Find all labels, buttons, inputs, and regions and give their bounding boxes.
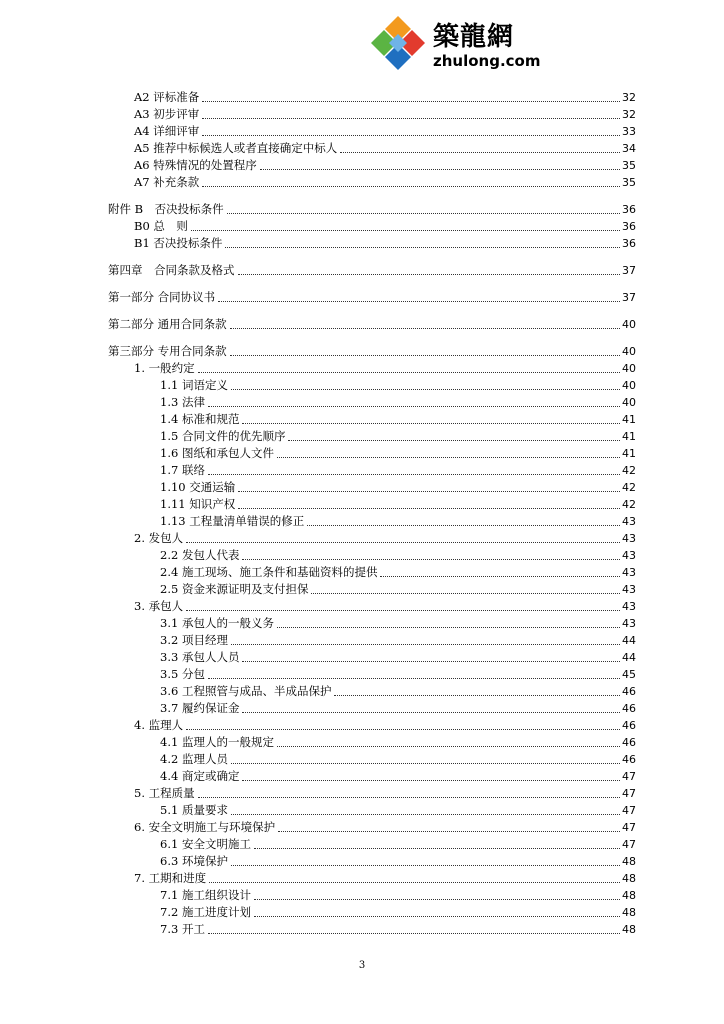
toc-entry-page: 46 xyxy=(622,685,636,698)
toc-entry-page: 48 xyxy=(622,872,636,885)
toc-leader-dots xyxy=(340,152,620,153)
toc-entry-label: A7 补充条款 xyxy=(134,175,200,189)
toc-entry-label: 4.2 监理人员 xyxy=(160,752,228,766)
toc-entry-page: 34 xyxy=(622,142,636,155)
toc-entry-label: 第一部分 合同协议书 xyxy=(108,290,216,304)
toc-entry-label: A3 初步评审 xyxy=(134,107,200,121)
toc-entry-page: 47 xyxy=(622,821,636,834)
toc-entry[interactable] xyxy=(134,218,636,235)
toc-entry-label: 附件 B 否决投标条件 xyxy=(108,202,224,216)
toc-entry-page: 36 xyxy=(622,203,636,216)
toc-entry-label: A2 评标准备 xyxy=(134,90,200,104)
toc-entry-label: 3. 承包人 xyxy=(134,599,184,613)
toc-entry[interactable] xyxy=(134,360,636,377)
toc-entry[interactable] xyxy=(160,479,636,496)
toc-entry-page: 32 xyxy=(622,91,636,104)
toc-leader-dots xyxy=(242,423,620,424)
toc-entry[interactable] xyxy=(160,564,636,581)
toc-entry-page: 47 xyxy=(622,804,636,817)
toc-entry-page: 42 xyxy=(622,498,636,511)
logo-chinese-text: 築龍網 xyxy=(433,22,515,52)
toc-entry-label: 1.10 交通运输 xyxy=(160,480,236,494)
toc-entry[interactable] xyxy=(160,445,636,462)
toc-leader-dots xyxy=(277,627,620,628)
toc-entry-page: 41 xyxy=(622,413,636,426)
toc-entry-label: 3.6 工程照管与成品、半成品保护 xyxy=(160,684,332,698)
toc-entry[interactable] xyxy=(160,700,636,717)
toc-leader-dots xyxy=(227,213,620,214)
toc-entry-page: 47 xyxy=(622,838,636,851)
toc-entry-page: 46 xyxy=(622,753,636,766)
toc-entry[interactable] xyxy=(160,394,636,411)
toc-leader-dots xyxy=(191,230,620,231)
toc-entry-label: 1.1 词语定义 xyxy=(160,378,228,392)
toc-leader-dots xyxy=(242,712,620,713)
toc-entry-page: 40 xyxy=(622,345,636,358)
toc-entry-label: 1.13 工程量清单错误的修正 xyxy=(160,514,305,528)
toc-entry-label: 2.5 资金来源证明及支付担保 xyxy=(160,582,309,596)
toc-leader-dots xyxy=(334,695,620,696)
toc-entry-label: 4.1 监理人的一般规定 xyxy=(160,735,274,749)
toc-leader-dots xyxy=(278,831,620,832)
toc-entry[interactable] xyxy=(134,819,636,836)
toc-entry-page: 42 xyxy=(622,481,636,494)
page-number: 3 xyxy=(358,960,366,971)
toc-entry-page: 48 xyxy=(622,855,636,868)
toc-leader-dots xyxy=(242,780,620,781)
toc-leader-dots xyxy=(198,797,620,798)
toc-entry-label: 1.4 标准和规范 xyxy=(160,412,240,426)
toc-entry[interactable] xyxy=(134,174,636,191)
toc-entry[interactable] xyxy=(160,428,636,445)
toc-entry-page: 40 xyxy=(622,362,636,375)
toc-entry[interactable] xyxy=(160,683,636,700)
toc-entry[interactable] xyxy=(160,802,636,819)
toc-entry-label: 7.2 施工进度计划 xyxy=(160,905,251,919)
toc-entry-label: 5. 工程质量 xyxy=(134,786,195,800)
toc-entry[interactable] xyxy=(108,289,636,306)
toc-leader-dots xyxy=(230,355,620,356)
toc-entry-label: 1.3 法律 xyxy=(160,395,205,409)
toc-leader-dots xyxy=(231,763,620,764)
toc-entry-label: 2. 发包人 xyxy=(134,531,184,545)
toc-entry-label: A6 特殊情况的处置程序 xyxy=(134,158,257,172)
toc-entry-page: 36 xyxy=(622,220,636,233)
toc-entry[interactable] xyxy=(134,123,636,140)
toc-entry-label: 3.2 项目经理 xyxy=(160,633,228,647)
toc-entry-label: 1. 一般约定 xyxy=(134,361,195,375)
toc-entry[interactable] xyxy=(160,547,636,564)
toc-leader-dots xyxy=(186,610,620,611)
toc-entry-label: B1 否决投标条件 xyxy=(134,236,223,250)
toc-entry-label: 3.5 分包 xyxy=(160,667,205,681)
toc-entry-page: 43 xyxy=(622,566,636,579)
toc-entry-page: 46 xyxy=(622,719,636,732)
toc-entry-label: 7. 工期和进度 xyxy=(134,871,207,885)
toc-leader-dots xyxy=(254,848,620,849)
toc-entry-page: 37 xyxy=(622,291,636,304)
toc-entry[interactable] xyxy=(134,235,636,252)
toc-leader-dots xyxy=(238,508,620,509)
toc-leader-dots xyxy=(208,678,620,679)
toc-leader-dots xyxy=(238,491,620,492)
toc-entry[interactable] xyxy=(108,201,636,218)
toc-leader-dots xyxy=(307,525,620,526)
toc-entry-label: 3.1 承包人的一般义务 xyxy=(160,616,274,630)
toc-entry[interactable] xyxy=(160,649,636,666)
toc-entry[interactable] xyxy=(134,89,636,106)
toc-entry-page: 47 xyxy=(622,770,636,783)
toc-entry-label: 5.1 质量要求 xyxy=(160,803,228,817)
toc-leader-dots xyxy=(254,916,620,917)
toc-entry[interactable] xyxy=(134,140,636,157)
toc-entry[interactable] xyxy=(160,377,636,394)
toc-leader-dots xyxy=(202,101,620,102)
toc-entry[interactable] xyxy=(160,887,636,904)
toc-entry-page: 35 xyxy=(622,176,636,189)
toc-entry[interactable] xyxy=(160,411,636,428)
zhulong-logo-mark-icon xyxy=(367,14,429,72)
toc-entry-label: 4. 监理人 xyxy=(134,718,184,732)
toc-entry-page: 42 xyxy=(622,464,636,477)
toc-entry-label: 第四章 合同条款及格式 xyxy=(108,263,235,277)
toc-entry[interactable] xyxy=(108,343,636,360)
toc-entry-label: A4 详细评审 xyxy=(134,124,200,138)
toc-leader-dots xyxy=(231,644,620,645)
toc-entry[interactable] xyxy=(160,666,636,683)
toc-leader-dots xyxy=(242,661,620,662)
toc-entry[interactable] xyxy=(108,316,636,333)
toc-leader-dots xyxy=(254,899,620,900)
toc-entry-page: 45 xyxy=(622,668,636,681)
toc-entry-page: 43 xyxy=(622,600,636,613)
toc-leader-dots xyxy=(202,118,620,119)
toc-entry-page: 35 xyxy=(622,159,636,172)
toc-leader-dots xyxy=(260,169,620,170)
toc-entry-label: 6. 安全文明施工与环境保护 xyxy=(134,820,276,834)
toc-entry[interactable] xyxy=(160,632,636,649)
toc-entry-page: 46 xyxy=(622,702,636,715)
toc-leader-dots xyxy=(277,457,620,458)
toc-entry-page: 40 xyxy=(622,396,636,409)
toc-leader-dots xyxy=(288,440,620,441)
toc-leader-dots xyxy=(186,542,620,543)
toc-entry[interactable] xyxy=(160,836,636,853)
toc-leader-dots xyxy=(230,328,620,329)
toc-entry[interactable] xyxy=(160,768,636,785)
toc-entry-label: 第三部分 专用合同条款 xyxy=(108,344,227,358)
toc-entry-page: 43 xyxy=(622,532,636,545)
toc-entry-page: 48 xyxy=(622,889,636,902)
toc-leader-dots xyxy=(238,274,621,275)
toc-entry-label: 4.4 商定或确定 xyxy=(160,769,240,783)
toc-entry-label: 2.4 施工现场、施工条件和基础资料的提供 xyxy=(160,565,378,579)
toc-entry-label: 6.3 环境保护 xyxy=(160,854,228,868)
toc-entry-label: 3.7 履约保证金 xyxy=(160,701,240,715)
toc-entry-label: 6.1 安全文明施工 xyxy=(160,837,251,851)
toc-entry[interactable] xyxy=(134,598,636,615)
toc-entry[interactable] xyxy=(134,106,636,123)
toc-entry[interactable] xyxy=(108,262,636,279)
toc-leader-dots xyxy=(231,389,620,390)
toc-entry-label: 3.3 承包人人员 xyxy=(160,650,240,664)
toc-entry-page: 46 xyxy=(622,736,636,749)
toc-entry[interactable] xyxy=(134,530,636,547)
toc-entry[interactable] xyxy=(160,853,636,870)
toc-entry[interactable] xyxy=(134,870,636,887)
toc-entry-page: 32 xyxy=(622,108,636,121)
toc-entry[interactable] xyxy=(160,513,636,530)
toc-entry-label: A5 推荐中标候选人或者直接确定中标人 xyxy=(134,141,338,155)
toc-entry-page: 43 xyxy=(622,549,636,562)
toc-leader-dots xyxy=(209,882,620,883)
toc-leader-dots xyxy=(202,186,620,187)
toc-entry-label: B0 总 则 xyxy=(134,219,188,233)
toc-entry-page: 40 xyxy=(622,379,636,392)
toc-entry-page: 41 xyxy=(622,430,636,443)
toc-entry[interactable] xyxy=(160,462,636,479)
toc-entry[interactable] xyxy=(134,717,636,734)
toc-leader-dots xyxy=(202,135,620,136)
toc-entry[interactable] xyxy=(134,157,636,174)
toc-entry[interactable] xyxy=(160,615,636,632)
toc-entry-label: 1.11 知识产权 xyxy=(160,497,236,511)
toc-leader-dots xyxy=(231,865,620,866)
toc-entry-label: 第二部分 通用合同条款 xyxy=(108,317,227,331)
zhulong-logo xyxy=(367,10,547,70)
toc-leader-dots xyxy=(225,247,620,248)
toc-entry-page: 41 xyxy=(622,447,636,460)
toc-entry[interactable] xyxy=(160,904,636,921)
toc-entry-label: 7.3 开工 xyxy=(160,922,205,936)
toc-entry-label: 1.5 合同文件的优先顺序 xyxy=(160,429,286,443)
toc-entry-page: 43 xyxy=(622,617,636,630)
toc-entry-page: 36 xyxy=(622,237,636,250)
toc-entry-page: 33 xyxy=(622,125,636,138)
toc-leader-dots xyxy=(208,474,620,475)
toc-entry-label: 2.2 发包人代表 xyxy=(160,548,240,562)
toc-entry-page: 48 xyxy=(622,923,636,936)
toc-leader-dots xyxy=(208,933,620,934)
toc-entry[interactable] xyxy=(160,751,636,768)
toc-entry-label: 1.6 图纸和承包人文件 xyxy=(160,446,274,460)
toc-entry[interactable] xyxy=(134,785,636,802)
toc-entry-page: 44 xyxy=(622,651,636,664)
toc-entry-label: 7.1 施工组织设计 xyxy=(160,888,251,902)
toc-leader-dots xyxy=(311,593,620,594)
toc-entry-page: 43 xyxy=(622,583,636,596)
toc-entry-page: 44 xyxy=(622,634,636,647)
toc-leader-dots xyxy=(198,372,620,373)
toc-entry-label: 1.7 联络 xyxy=(160,463,205,477)
toc-entry[interactable] xyxy=(160,581,636,598)
toc-leader-dots xyxy=(218,301,620,302)
toc-leader-dots xyxy=(208,406,620,407)
toc-entry[interactable] xyxy=(160,496,636,513)
toc-entry-page: 48 xyxy=(622,906,636,919)
toc-leader-dots xyxy=(186,729,620,730)
toc-leader-dots xyxy=(277,746,620,747)
toc-entry[interactable] xyxy=(160,734,636,751)
toc-entry-page: 40 xyxy=(622,318,636,331)
toc-entry-page: 37 xyxy=(622,264,636,277)
toc-entry[interactable] xyxy=(160,921,636,938)
toc-entry-page: 47 xyxy=(622,787,636,800)
logo-english-text: zhulong.com xyxy=(433,52,541,70)
toc-entry-page: 43 xyxy=(622,515,636,528)
toc-leader-dots xyxy=(242,559,620,560)
toc-leader-dots xyxy=(231,814,620,815)
toc-leader-dots xyxy=(380,576,620,577)
